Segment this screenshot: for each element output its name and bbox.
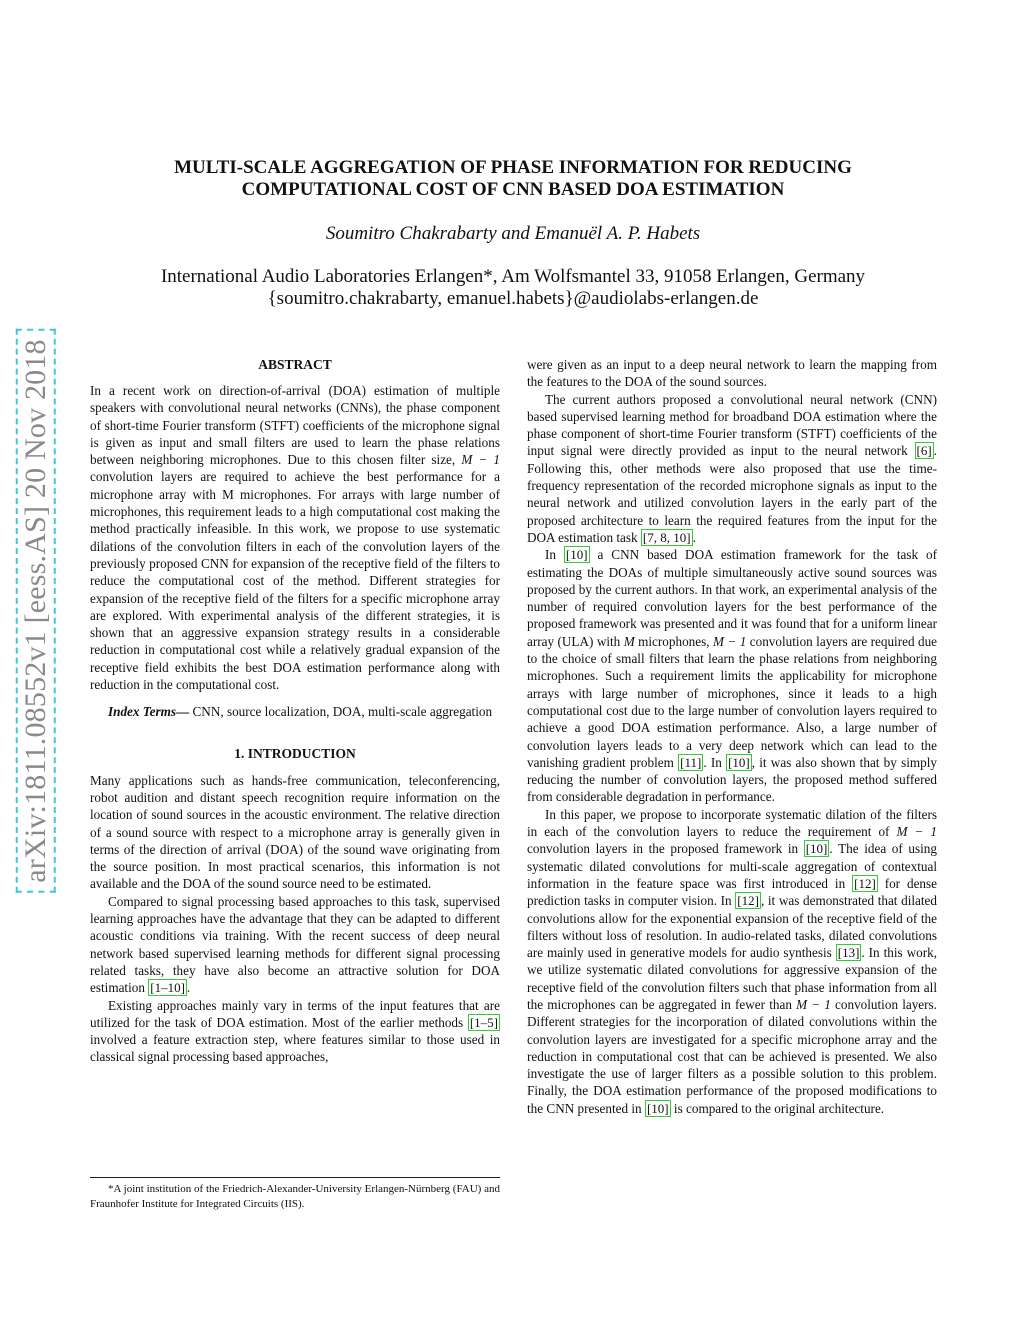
intro-paragraph-3: Existing approaches mainly vary in terms of the input features that are utilized for the task of DOA estimation. Most of the earlier methods [1–5] involved a feature extraction step, where features similar to those used in classical signal processing based approaches,	[90, 997, 500, 1065]
paper-title	[90, 157, 936, 201]
right-paragraph-2: In [10] a CNN based DOA estimation framework for the task of estimating the DOAs of multiple simultaneously active sound sources was proposed by the current authors. In that work, an experimental analysis of the number of required convolution layers for the best performance of the proposed framework was presented and it was found that for a uniform linear array (ULA) with M microphones, M − 1 convolution layers are required due to the choice of small filters that learn the phase relations from neighboring microphones. Such a requirement limits the applicability for microphone arrays with large number of microphones, since it leads to a high computational cost due to the large number of convolution layers required to achieve a good DOA estimation performance. Also, a large number of convolution layers leads to a very deep network which can lead to the vanishing gradient problem [11] . In [10] , it was also shown that by simply reducing the number of convolution layers, the proposed method suffered from considerable degradation in performance.	[527, 547, 938, 805]
index-terms: Index Terms— CNN, source localization, DOA, multi-scale aggregation	[108, 704, 493, 720]
citation-link[interactable]: [12]	[737, 893, 759, 909]
right-paragraph-1: The current authors proposed a convolutional neural network (CNN) based supervised learning method for broadband DOA estimation where the phase component of short-time Fourier transform (STFT) coefficients of the input signal were directly provided as input to the neural network [6] . Following this, other methods were also proposed that use the time-frequency representation of the recorded microphone signals as input to the neural network and utilized convolution layers in the early part of the proposed architecture to learn the required features from the input for the DOA estimation task [7, 8, 10] .	[527, 391, 937, 545]
affiliation-line-1: International Audio Laboratories Erlangen*, Am Wolfsmantel 33, 91058 Erlangen, Germany	[160, 266, 866, 287]
arxiv-watermark	[14, 295, 58, 927]
intro-paragraph-2: Compared to signal processing based approaches to this task, supervised learning approaches have the advantage that they can be adapted to different acoustic conditions via training. With the recent success of deep neural network based supervised learning methods for different signal processing related tasks, they have also become an attractive solution for DOA estimation [1–10] .	[90, 893, 500, 996]
citation-link[interactable]: [11]	[680, 754, 702, 770]
index-terms-label: Index Terms—	[108, 704, 190, 720]
abstract-heading: ABSTRACT	[258, 357, 332, 372]
title-line-1: MULTI-SCALE AGGREGATION OF PHASE INFORMATION FOR REDUCING	[174, 157, 852, 178]
citation-link[interactable]: [12]	[854, 875, 876, 891]
citation-link[interactable]: [1–5]	[469, 1014, 498, 1030]
right-paragraph-3: In this paper, we propose to incorporate systematic dilation of the filters in each of the convolution layers to reduce the requirement of M − 1 convolution layers in the proposed framework in [10] . The idea of using systematic dilated convolutions for multi-scale aggregation of contextual information in the feature space was first introduced in [12] for dense prediction tasks in computer vision. In [12] , it was demonstrated that dilated convolutions allow for the exponential expansion of the receptive field of the filters without loss of resolution. In audio-related tasks, dilated convolutions are mainly used in generative models for audio synthesis [13] . In this work, we utilize systematic dilated convolutions for aggressive expansion of the receptive field of the convolution filters such that phase information from all the microphones can be aggregated in fewer than M − 1 convolution layers. Different strategies for the incorporation of dilated convolutions within the convolution layers are investigated for a specific microphone array and the reduction in computational cost that can be achieved is presented. We also investigate the use of larger filters as a possible solution to this problem. Finally, the DOA estimation performance of the proposed modifications to the CNN presented in [10] is compared to the original architecture.	[527, 806, 938, 1116]
citation-link[interactable]: [7, 8, 10]	[642, 529, 691, 545]
abstract-text: In a recent work on direction-of-arrival (DOA) estimation of multiple speakers with convolutional neural networks (CNNs), the phase component of short-time Fourier transform (STFT) coefficients of the microphone signal is given as input and small filters are used to learn the phase relations between neighboring microphones. Due to this chosen filter size, M − 1 convolution layers are required to achieve the best performance for a microphone array with M microphones. For arrays with large number of microphones, this requirement leads to a high computational cost making the method practically infeasible. In this work, we propose to use systematic dilations of the convolution filters in each of the convolution layers of the previously proposed CNN for expansion of the receptive field of the filters to reduce the computational cost of the method. Different strategies for expansion of the receptive field of the filters for a specific microphone array are explored. With experimental analysis of the different strategies, it is shown that an aggressive expansion strategy results in a considerable reduction in computational cost while a relatively gradual expansion of the receptive field exhibits the best DOA estimation performance along with reduction in the computational cost.	[90, 383, 500, 693]
intro-paragraph-1: Many applications such as hands-free communication, teleconferencing, robot audition and distant speech recognition require information on the location of sound sources in the acoustic environment. The relative direction of a sound source with respect to a microphone array is generally given in terms of the direction of arrival (DOA) of the sound wave originating from the source position. In most practical scenarios, this information is not available and the DOA of the sound source need to be estimated.	[90, 772, 500, 892]
right-paragraph-0: were given as an input to a deep neural network to learn the mapping from the features to the DOA of the sound sources.	[527, 357, 937, 390]
title-line-2: COMPUTATIONAL COST OF CNN BASED DOA ESTIMATION	[241, 179, 785, 200]
citation-link[interactable]: [10]	[728, 754, 750, 770]
left-column	[90, 356, 500, 1066]
citation-link[interactable]: [6]	[916, 443, 932, 459]
right-column	[527, 356, 937, 1117]
affiliation	[90, 266, 936, 310]
arxiv-watermark-text[interactable]: arXiv:1811.08552v1 [eess.AS] 20 Nov 2018	[16, 329, 56, 893]
footnote: *A joint institution of the Friedrich-Alexander-University Erlangen-Nürnberg (FAU) and Fraunhofer Institute for Integrated Circuits (IIS).	[90, 1177, 500, 1211]
authors: Soumitro Chakrabarty and Emanuël A. P. Habets	[325, 223, 701, 244]
citation-link[interactable]: [10]	[646, 1100, 669, 1116]
citation-link[interactable]: [13]	[837, 945, 860, 961]
introduction-heading: 1. INTRODUCTION	[234, 745, 356, 761]
citation-link[interactable]: [10]	[565, 547, 588, 563]
citation-link[interactable]: [1–10]	[150, 980, 185, 996]
affiliation-emails: {soumitro.chakrabarty, emanuel.habets}@audiolabs-erlangen.de	[267, 288, 759, 309]
citation-link[interactable]: [10]	[805, 841, 828, 857]
